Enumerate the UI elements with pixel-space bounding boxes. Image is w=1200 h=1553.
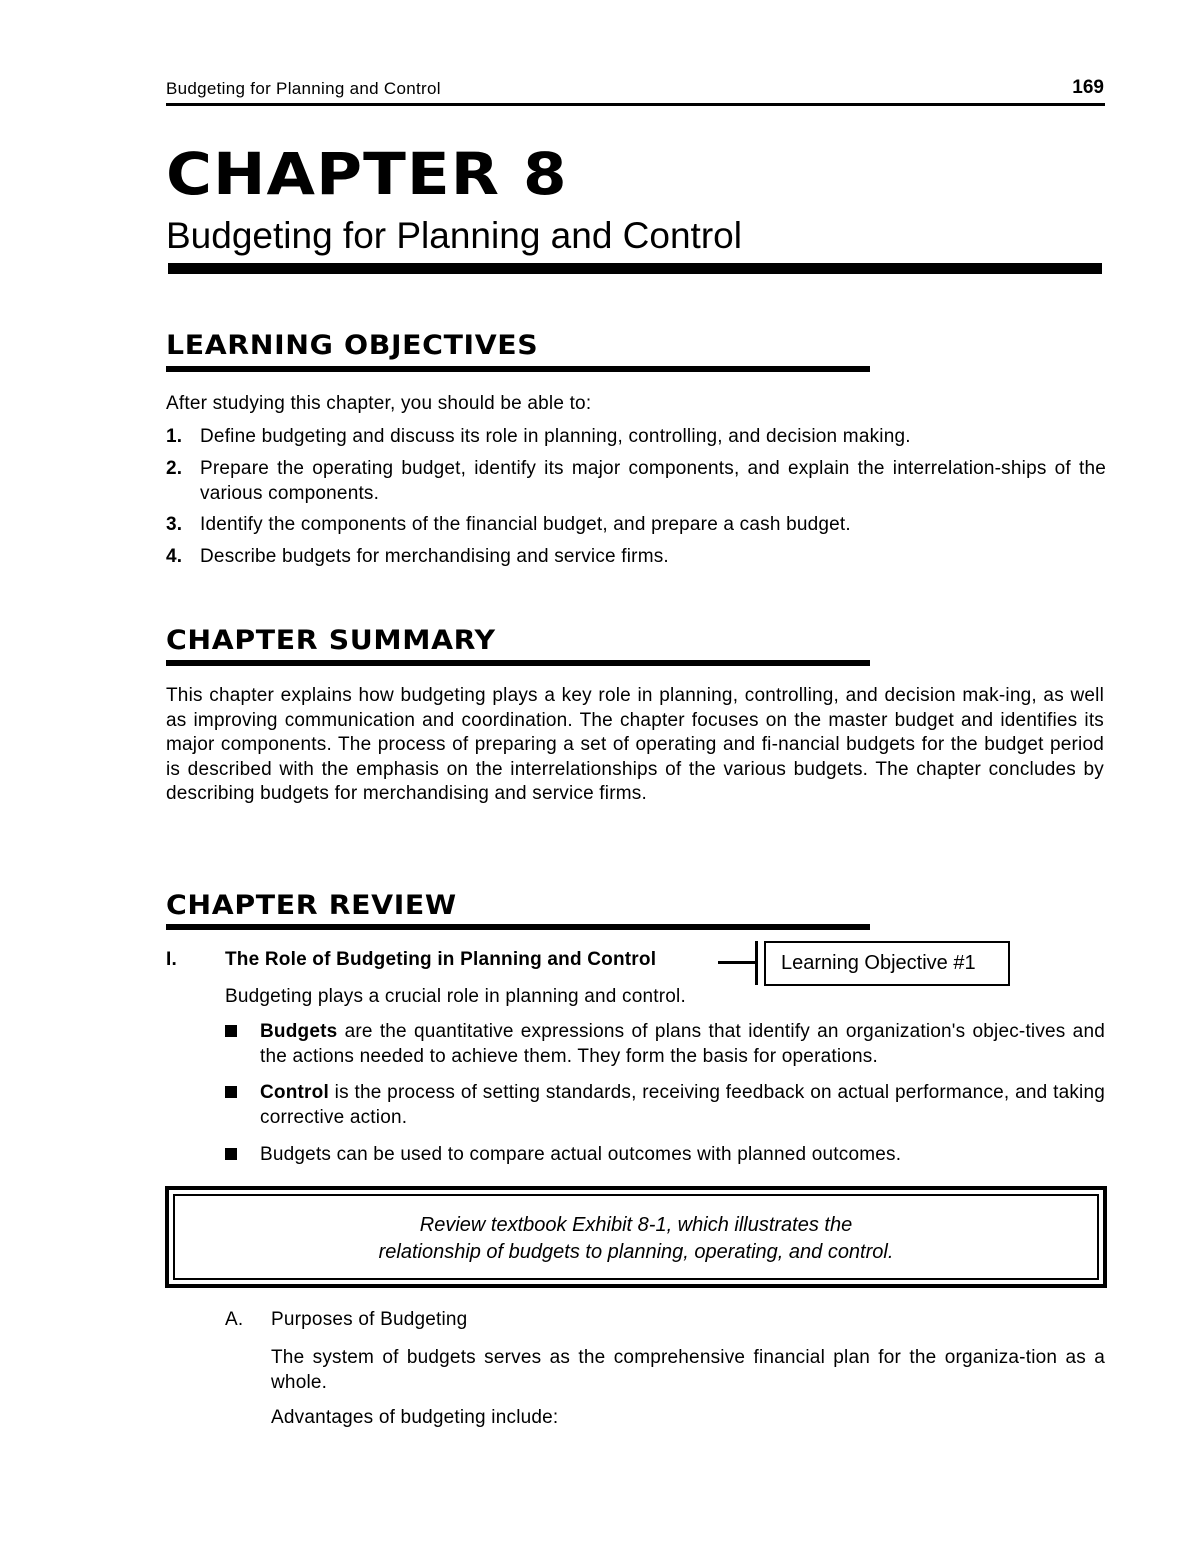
- objective-number: 1.: [166, 426, 183, 447]
- learning-objective-tag: Learning Objective #1: [764, 941, 1010, 986]
- review-note-line: Review textbook Exhibit 8-1, which illustrates the: [419, 1214, 853, 1236]
- header-rule: [166, 103, 1105, 106]
- objective-number: 2.: [166, 458, 183, 479]
- chapter-review-heading: CHAPTER REVIEW: [166, 890, 457, 921]
- bullet-text: Budgets can be used to compare actual outcomes with planned outcomes.: [260, 1144, 902, 1165]
- section-title: The Role of Budgeting in Planning and Control: [225, 949, 657, 970]
- list-item: [225, 1143, 1105, 1168]
- objective-text: Prepare the operating budget, identify its major components, and explain the interrelation-ships of the various components.: [200, 458, 1106, 504]
- bullet-term: Control: [260, 1082, 329, 1103]
- chapter-review-rule: [166, 924, 870, 930]
- page-number: 169: [1072, 77, 1104, 98]
- chapter-summary-heading: CHAPTER SUMMARY: [166, 625, 496, 656]
- objective-number: 3.: [166, 514, 183, 535]
- review-note-line: relationship of budgets to planning, operating, and control.: [378, 1241, 894, 1263]
- bullet-square-icon: [225, 1148, 237, 1160]
- chapter-number: CHAPTER 8: [166, 140, 568, 208]
- bullet-text: are the quantitative expressions of plans that identify an organization's objec-tives and the actions needed to achieve them. They form the basis for operations.: [260, 1021, 1105, 1067]
- objectives-intro: After studying this chapter, you should be able to:: [166, 393, 592, 414]
- subsection-letter: A.: [225, 1309, 244, 1330]
- section-lead: Budgeting plays a crucial role in planning and control.: [225, 986, 686, 1007]
- subsection-paragraph: The system of budgets serves as the comprehensive financial plan for the organiza-tion as a whole.: [271, 1347, 1105, 1393]
- objective-connector-bar: [755, 941, 758, 985]
- chapter-title-rule: [168, 263, 1102, 274]
- objective-connector: [718, 961, 756, 964]
- bullet-square-icon: [225, 1025, 237, 1037]
- subsection-title: Purposes of Budgeting: [271, 1309, 468, 1330]
- chapter-title: Budgeting for Planning and Control: [166, 215, 742, 256]
- review-note-text: [169, 1212, 1103, 1266]
- bullet-text: is the process of setting standards, receiving feedback on actual performance, and taking corrective action.: [260, 1082, 1105, 1128]
- running-header-title: Budgeting for Planning and Control: [166, 79, 441, 98]
- objective-item: [166, 457, 1106, 506]
- learning-objectives-rule: [166, 366, 870, 372]
- bullet-square-icon: [225, 1086, 237, 1098]
- section-numeral: I.: [166, 949, 177, 970]
- list-item: [225, 1020, 1105, 1069]
- review-note-box: [165, 1186, 1107, 1288]
- objective-item: [166, 425, 1106, 450]
- objective-number: 4.: [166, 546, 183, 567]
- chapter-summary-text: This chapter explains how budgeting plays a key role in planning, controlling, and decision mak-ing, as well as improving communication and coordination. The chapter focuses on the master budget and identifies its major components. The process of preparing a set of operating and fi-nancial budgets for the budget period is described with the emphasis on the interrelationships of the various budgets. The chapter concludes by describing budgets for merchandising and service firms.: [166, 685, 1104, 804]
- bullet-term: Budgets: [260, 1021, 338, 1042]
- subsection-paragraph: Advantages of budgeting include:: [271, 1407, 559, 1428]
- objective-item: [166, 545, 1106, 570]
- learning-objectives-heading: LEARNING OBJECTIVES: [166, 330, 539, 361]
- objective-text: Identify the components of the financial budget, and prepare a cash budget.: [200, 514, 851, 535]
- objective-item: [166, 513, 1106, 538]
- objective-text: Define budgeting and discuss its role in planning, controlling, and decision making.: [200, 426, 911, 447]
- objective-text: Describe budgets for merchandising and service firms.: [200, 546, 669, 567]
- chapter-summary-rule: [166, 660, 870, 666]
- list-item: [225, 1081, 1105, 1130]
